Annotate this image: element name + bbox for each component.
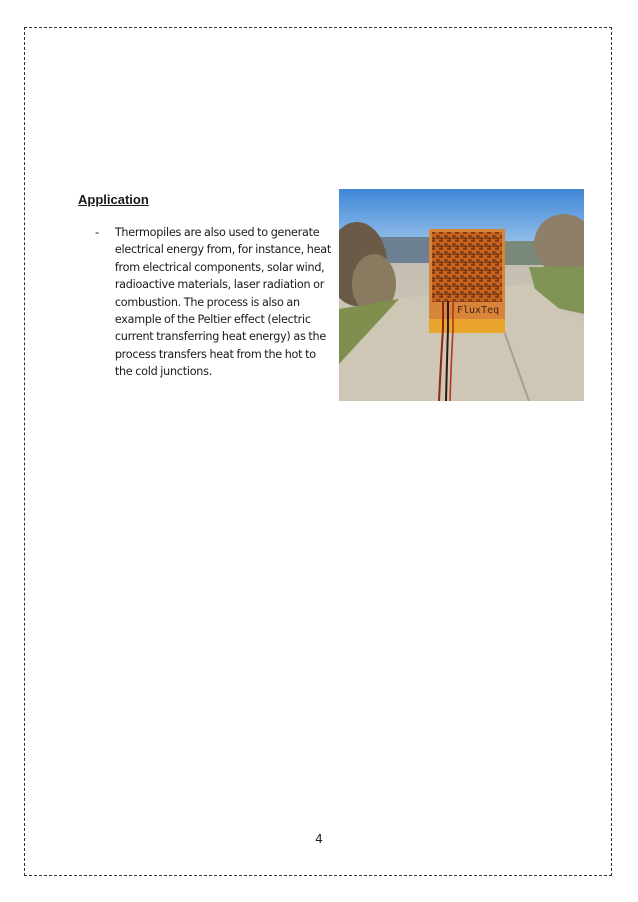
page-number: 4 <box>315 832 323 846</box>
sensor-brand-label: FluxTeq <box>457 305 500 316</box>
section-heading: Application <box>78 192 149 207</box>
bullet-marker: - <box>95 225 100 239</box>
page-border <box>24 27 612 876</box>
thermopile-sensor-photo <box>339 189 584 401</box>
bullet-item <box>95 224 335 381</box>
bullet-text: Thermopiles are also used to generate electrical energy from, for instance, heat from electrical components, solar wind, radioactive materials, laser radiation or combustion. The process is also an example of the Peltier effect (electric current transferring heat energy) as the process transfers heat from the hot to the cold junctions. <box>114 226 331 379</box>
